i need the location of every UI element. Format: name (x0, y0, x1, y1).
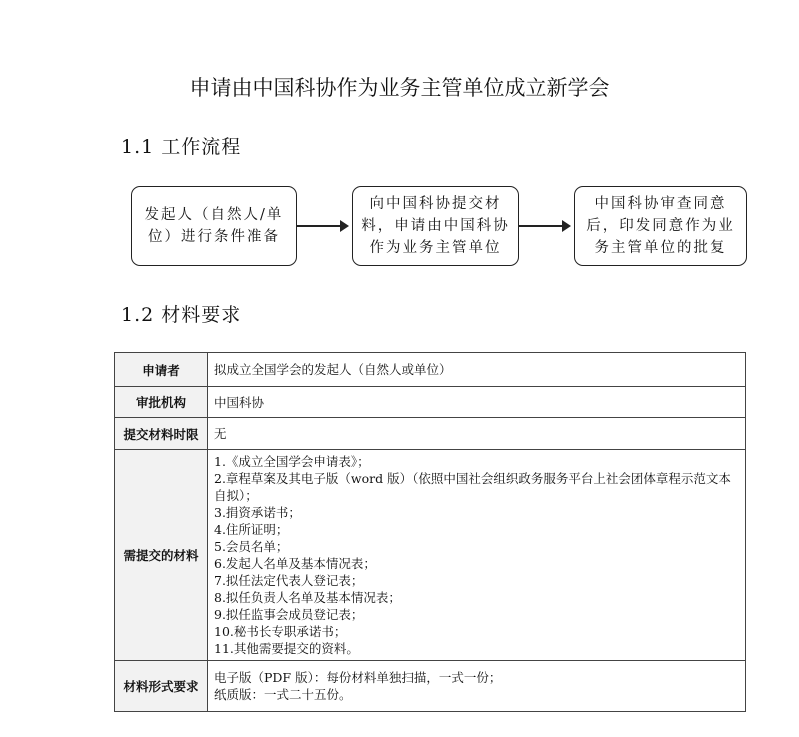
row-value-applicant: 拟成立全国学会的发起人（自然人或单位） (208, 353, 746, 387)
list-item: 10.秘书长专职承诺书； (214, 624, 347, 639)
materials-requirements-table (114, 352, 746, 712)
row-label-applicant: 申请者 (115, 353, 208, 387)
row-value-approval-authority: 中国科协 (208, 387, 746, 418)
section-heading-workflow: 1.1 工作流程 (121, 136, 242, 158)
flow-step-1-text: 发起人（自然人/单位）进行条件准备 (144, 207, 284, 245)
flow-step-1 (131, 186, 297, 266)
flow-step-3 (574, 186, 747, 266)
table-row (115, 418, 746, 450)
row-label-approval-authority: 审批机构 (115, 387, 208, 418)
list-item: 2.章程草案及其电子版（word 版）（依照中国社会组织政务服务平台上社会团体章程示范文本自拟）； (214, 471, 731, 503)
table-row (115, 353, 746, 387)
list-item: 9.拟任监事会成员登记表； (214, 607, 364, 622)
table-row (115, 387, 746, 418)
flow-step-3-text: 中国科协审查同意后，印发同意作为业务主管单位的批复 (586, 196, 735, 256)
list-item: 7.拟任法定代表人登记表； (214, 573, 364, 588)
list-item: 3.捐资承诺书； (214, 505, 301, 520)
row-value-required-materials (208, 450, 746, 661)
flow-arrow-right-icon (297, 225, 347, 227)
row-value-format-requirements (208, 661, 746, 712)
row-label-deadline: 提交材料时限 (115, 418, 208, 450)
list-item: 8.拟任负责人名单及基本情况表； (214, 590, 401, 605)
flow-step-2 (352, 186, 519, 266)
list-item: 1.《成立全国学会申请表》； (214, 454, 370, 469)
row-label-required-materials: 需提交的材料 (115, 450, 208, 661)
list-item: 纸质版：一式二十五份。 (214, 687, 352, 702)
section-heading-materials: 1.2 材料要求 (121, 304, 242, 326)
row-label-format-requirements: 材料形式要求 (115, 661, 208, 712)
flow-step-2-text: 向中国科协提交材料，申请由中国科协作为业务主管单位 (361, 196, 510, 256)
flow-arrow-right-icon (519, 225, 569, 227)
list-item: 6.发起人名单及基本情况表； (214, 556, 376, 571)
list-item: 电子版（PDF 版）：每份材料单独扫描，一式一份； (214, 670, 502, 685)
list-item: 11.其他需要提交的资料。 (214, 641, 359, 656)
list-item: 5.会员名单； (214, 539, 289, 554)
list-item: 4.住所证明； (214, 522, 289, 537)
row-value-deadline: 无 (208, 418, 746, 450)
table-row (115, 661, 746, 712)
page-title: 申请由中国科协作为业务主管单位成立新学会 (189, 76, 610, 100)
table-row (115, 450, 746, 661)
